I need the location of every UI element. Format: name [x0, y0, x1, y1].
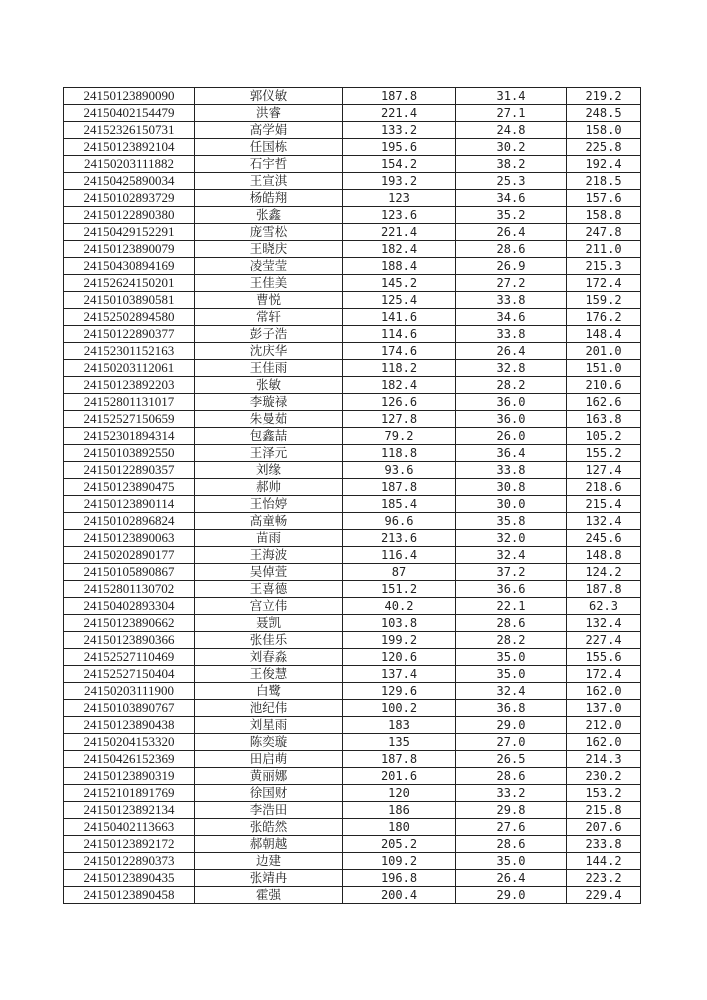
total-score-cell: 233.8: [567, 836, 641, 853]
name-cell: 刘春淼: [195, 649, 343, 666]
name-cell: 朱曼茹: [195, 411, 343, 428]
exam-id-cell: 24150123890090: [64, 88, 195, 105]
score-b-cell: 35.8: [456, 513, 567, 530]
score-b-cell: 33.8: [456, 462, 567, 479]
name-cell: 石宇哲: [195, 156, 343, 173]
name-cell: 郝朝越: [195, 836, 343, 853]
score-b-cell: 35.0: [456, 649, 567, 666]
score-b-cell: 33.8: [456, 326, 567, 343]
name-cell: 李浩田: [195, 802, 343, 819]
score-b-cell: 28.6: [456, 241, 567, 258]
exam-id-cell: 24150123892134: [64, 802, 195, 819]
score-b-cell: 30.8: [456, 479, 567, 496]
score-b-cell: 27.6: [456, 819, 567, 836]
name-cell: 王佳雨: [195, 360, 343, 377]
score-b-cell: 27.2: [456, 275, 567, 292]
name-cell: 黄丽娜: [195, 768, 343, 785]
exam-id-cell: 24150102893729: [64, 190, 195, 207]
table-row: [64, 377, 641, 394]
table-row: [64, 632, 641, 649]
score-a-cell: 129.6: [343, 683, 456, 700]
total-score-cell: 162.0: [567, 683, 641, 700]
score-b-cell: 28.2: [456, 377, 567, 394]
score-b-cell: 36.0: [456, 394, 567, 411]
exam-id-cell: 24152527110469: [64, 649, 195, 666]
exam-id-cell: 24152801131017: [64, 394, 195, 411]
score-b-cell: 36.4: [456, 445, 567, 462]
total-score-cell: 132.4: [567, 513, 641, 530]
score-b-cell: 30.2: [456, 139, 567, 156]
table-row: [64, 853, 641, 870]
score-table-body: [64, 88, 641, 904]
score-a-cell: 196.8: [343, 870, 456, 887]
score-a-cell: 186: [343, 802, 456, 819]
score-a-cell: 120.6: [343, 649, 456, 666]
exam-id-cell: 24152502894580: [64, 309, 195, 326]
total-score-cell: 172.4: [567, 666, 641, 683]
exam-id-cell: 24150103890767: [64, 700, 195, 717]
total-score-cell: 162.0: [567, 734, 641, 751]
total-score-cell: 151.0: [567, 360, 641, 377]
exam-id-cell: 24152624150201: [64, 275, 195, 292]
name-cell: 苗雨: [195, 530, 343, 547]
table-row: [64, 173, 641, 190]
table-row: [64, 190, 641, 207]
exam-id-cell: 24150203111882: [64, 156, 195, 173]
exam-id-cell: 24150123890319: [64, 768, 195, 785]
total-score-cell: 124.2: [567, 564, 641, 581]
name-cell: 田启萌: [195, 751, 343, 768]
score-a-cell: 100.2: [343, 700, 456, 717]
score-a-cell: 187.8: [343, 751, 456, 768]
name-cell: 王怡婷: [195, 496, 343, 513]
table-row: [64, 785, 641, 802]
total-score-cell: 229.4: [567, 887, 641, 904]
exam-id-cell: 24150102896824: [64, 513, 195, 530]
score-b-cell: 37.2: [456, 564, 567, 581]
name-cell: 王泽元: [195, 445, 343, 462]
score-a-cell: 174.6: [343, 343, 456, 360]
total-score-cell: 155.6: [567, 649, 641, 666]
score-b-cell: 28.6: [456, 836, 567, 853]
score-b-cell: 26.4: [456, 870, 567, 887]
score-b-cell: 30.0: [456, 496, 567, 513]
score-a-cell: 118.2: [343, 360, 456, 377]
table-row: [64, 207, 641, 224]
name-cell: 彭子浩: [195, 326, 343, 343]
name-cell: 边建: [195, 853, 343, 870]
total-score-cell: 192.4: [567, 156, 641, 173]
score-b-cell: 27.1: [456, 105, 567, 122]
score-b-cell: 26.9: [456, 258, 567, 275]
table-row: [64, 479, 641, 496]
score-a-cell: 199.2: [343, 632, 456, 649]
total-score-cell: 247.8: [567, 224, 641, 241]
table-row: [64, 802, 641, 819]
table-row: [64, 496, 641, 513]
score-a-cell: 93.6: [343, 462, 456, 479]
name-cell: 徐国财: [195, 785, 343, 802]
table-row: [64, 734, 641, 751]
total-score-cell: 210.6: [567, 377, 641, 394]
table-row: [64, 751, 641, 768]
score-a-cell: 183: [343, 717, 456, 734]
score-b-cell: 28.6: [456, 615, 567, 632]
exam-id-cell: 24150123890438: [64, 717, 195, 734]
score-a-cell: 135: [343, 734, 456, 751]
exam-id-cell: 24152527150659: [64, 411, 195, 428]
name-cell: 张佳乐: [195, 632, 343, 649]
exam-id-cell: 24150123892104: [64, 139, 195, 156]
name-cell: 高学娟: [195, 122, 343, 139]
name-cell: 刘缘: [195, 462, 343, 479]
total-score-cell: 172.4: [567, 275, 641, 292]
score-b-cell: 26.0: [456, 428, 567, 445]
name-cell: 高童畅: [195, 513, 343, 530]
table-row: [64, 530, 641, 547]
exam-id-cell: 24150425890034: [64, 173, 195, 190]
name-cell: 郝帅: [195, 479, 343, 496]
total-score-cell: 148.4: [567, 326, 641, 343]
name-cell: 白鹭: [195, 683, 343, 700]
exam-id-cell: 24152801130702: [64, 581, 195, 598]
name-cell: 王俊慧: [195, 666, 343, 683]
score-a-cell: 127.8: [343, 411, 456, 428]
score-b-cell: 32.0: [456, 530, 567, 547]
table-row: [64, 105, 641, 122]
score-a-cell: 109.2: [343, 853, 456, 870]
name-cell: 沈庆华: [195, 343, 343, 360]
table-row: [64, 394, 641, 411]
score-b-cell: 26.4: [456, 343, 567, 360]
score-a-cell: 126.6: [343, 394, 456, 411]
total-score-cell: 225.8: [567, 139, 641, 156]
exam-id-cell: 24150402154479: [64, 105, 195, 122]
score-a-cell: 213.6: [343, 530, 456, 547]
total-score-cell: 62.3: [567, 598, 641, 615]
table-row: [64, 309, 641, 326]
table-row: [64, 343, 641, 360]
table-row: [64, 836, 641, 853]
name-cell: 刘星雨: [195, 717, 343, 734]
score-a-cell: 221.4: [343, 105, 456, 122]
total-score-cell: 157.6: [567, 190, 641, 207]
table-row: [64, 156, 641, 173]
total-score-cell: 163.8: [567, 411, 641, 428]
score-a-cell: 96.6: [343, 513, 456, 530]
total-score-cell: 144.2: [567, 853, 641, 870]
exam-id-cell: 24150122890373: [64, 853, 195, 870]
score-b-cell: 29.0: [456, 887, 567, 904]
total-score-cell: 155.2: [567, 445, 641, 462]
table-row: [64, 649, 641, 666]
score-b-cell: 34.6: [456, 190, 567, 207]
table-row: [64, 768, 641, 785]
score-a-cell: 116.4: [343, 547, 456, 564]
score-b-cell: 36.8: [456, 700, 567, 717]
name-cell: 张靖冉: [195, 870, 343, 887]
name-cell: 陈奕璇: [195, 734, 343, 751]
table-row: [64, 615, 641, 632]
score-b-cell: 29.0: [456, 717, 567, 734]
name-cell: 霍强: [195, 887, 343, 904]
score-a-cell: 154.2: [343, 156, 456, 173]
total-score-cell: 187.8: [567, 581, 641, 598]
name-cell: 宫立伟: [195, 598, 343, 615]
name-cell: 池纪伟: [195, 700, 343, 717]
score-b-cell: 35.0: [456, 666, 567, 683]
table-row: [64, 411, 641, 428]
name-cell: 庞雪松: [195, 224, 343, 241]
table-row: [64, 870, 641, 887]
table-row: [64, 547, 641, 564]
name-cell: 王喜德: [195, 581, 343, 598]
exam-id-cell: 24150123890662: [64, 615, 195, 632]
score-b-cell: 24.8: [456, 122, 567, 139]
exam-id-cell: 24150426152369: [64, 751, 195, 768]
table-row: [64, 88, 641, 105]
total-score-cell: 215.8: [567, 802, 641, 819]
table-row: [64, 292, 641, 309]
score-b-cell: 33.2: [456, 785, 567, 802]
exam-id-cell: 24152301894314: [64, 428, 195, 445]
total-score-cell: 137.0: [567, 700, 641, 717]
table-row: [64, 666, 641, 683]
score-b-cell: 26.4: [456, 224, 567, 241]
total-score-cell: 148.8: [567, 547, 641, 564]
score-a-cell: 141.6: [343, 309, 456, 326]
total-score-cell: 132.4: [567, 615, 641, 632]
score-a-cell: 137.4: [343, 666, 456, 683]
total-score-cell: 158.0: [567, 122, 641, 139]
name-cell: 王海波: [195, 547, 343, 564]
score-b-cell: 28.6: [456, 768, 567, 785]
table-row: [64, 241, 641, 258]
exam-id-cell: 24150105890867: [64, 564, 195, 581]
score-b-cell: 27.0: [456, 734, 567, 751]
exam-id-cell: 24150123890114: [64, 496, 195, 513]
exam-id-cell: 24152527150404: [64, 666, 195, 683]
score-a-cell: 180: [343, 819, 456, 836]
total-score-cell: 215.4: [567, 496, 641, 513]
table-row: [64, 683, 641, 700]
score-a-cell: 114.6: [343, 326, 456, 343]
score-b-cell: 36.6: [456, 581, 567, 598]
exam-id-cell: 24150202890177: [64, 547, 195, 564]
score-b-cell: 32.4: [456, 683, 567, 700]
total-score-cell: 215.3: [567, 258, 641, 275]
score-a-cell: 118.8: [343, 445, 456, 462]
score-a-cell: 123.6: [343, 207, 456, 224]
exam-id-cell: 24150204153320: [64, 734, 195, 751]
score-b-cell: 35.2: [456, 207, 567, 224]
score-a-cell: 201.6: [343, 768, 456, 785]
exam-id-cell: 24150123890063: [64, 530, 195, 547]
table-row: [64, 139, 641, 156]
score-b-cell: 22.1: [456, 598, 567, 615]
exam-id-cell: 24150203111900: [64, 683, 195, 700]
total-score-cell: 158.8: [567, 207, 641, 224]
exam-id-cell: 24152101891769: [64, 785, 195, 802]
score-a-cell: 187.8: [343, 88, 456, 105]
score-a-cell: 145.2: [343, 275, 456, 292]
score-b-cell: 29.8: [456, 802, 567, 819]
exam-id-cell: 24150123890458: [64, 887, 195, 904]
exam-id-cell: 24150430894169: [64, 258, 195, 275]
score-b-cell: 34.6: [456, 309, 567, 326]
score-a-cell: 87: [343, 564, 456, 581]
exam-id-cell: 24150402113663: [64, 819, 195, 836]
exam-id-cell: 24150122890357: [64, 462, 195, 479]
score-b-cell: 28.2: [456, 632, 567, 649]
total-score-cell: 159.2: [567, 292, 641, 309]
exam-id-cell: 24150123890366: [64, 632, 195, 649]
table-row: [64, 445, 641, 462]
score-a-cell: 103.8: [343, 615, 456, 632]
name-cell: 王佳美: [195, 275, 343, 292]
exam-id-cell: 24150123890079: [64, 241, 195, 258]
name-cell: 张敏: [195, 377, 343, 394]
table-row: [64, 598, 641, 615]
score-a-cell: 182.4: [343, 241, 456, 258]
exam-id-cell: 24150123890475: [64, 479, 195, 496]
name-cell: 包鑫喆: [195, 428, 343, 445]
score-b-cell: 26.5: [456, 751, 567, 768]
total-score-cell: 214.3: [567, 751, 641, 768]
total-score-cell: 127.4: [567, 462, 641, 479]
name-cell: 张皓然: [195, 819, 343, 836]
score-a-cell: 205.2: [343, 836, 456, 853]
score-a-cell: 120: [343, 785, 456, 802]
table-row: [64, 887, 641, 904]
table-row: [64, 564, 641, 581]
score-a-cell: 195.6: [343, 139, 456, 156]
score-a-cell: 123: [343, 190, 456, 207]
name-cell: 李璇禄: [195, 394, 343, 411]
table-row: [64, 581, 641, 598]
score-a-cell: 200.4: [343, 887, 456, 904]
table-row: [64, 819, 641, 836]
total-score-cell: 207.6: [567, 819, 641, 836]
score-a-cell: 221.4: [343, 224, 456, 241]
name-cell: 王宣淇: [195, 173, 343, 190]
score-b-cell: 32.8: [456, 360, 567, 377]
name-cell: 洪睿: [195, 105, 343, 122]
total-score-cell: 162.6: [567, 394, 641, 411]
name-cell: 郭仪敏: [195, 88, 343, 105]
score-a-cell: 193.2: [343, 173, 456, 190]
table-row: [64, 700, 641, 717]
table-row: [64, 275, 641, 292]
name-cell: 曹悦: [195, 292, 343, 309]
score-a-cell: 151.2: [343, 581, 456, 598]
name-cell: 王晓庆: [195, 241, 343, 258]
total-score-cell: 211.0: [567, 241, 641, 258]
score-b-cell: 32.4: [456, 547, 567, 564]
score-b-cell: 35.0: [456, 853, 567, 870]
score-b-cell: 33.8: [456, 292, 567, 309]
name-cell: 任国栋: [195, 139, 343, 156]
table-row: [64, 360, 641, 377]
total-score-cell: 218.5: [567, 173, 641, 190]
table-row: [64, 717, 641, 734]
total-score-cell: 105.2: [567, 428, 641, 445]
total-score-cell: 245.6: [567, 530, 641, 547]
name-cell: 杨皓翔: [195, 190, 343, 207]
exam-id-cell: 24150203112061: [64, 360, 195, 377]
score-a-cell: 79.2: [343, 428, 456, 445]
name-cell: 张鑫: [195, 207, 343, 224]
score-a-cell: 133.2: [343, 122, 456, 139]
exam-id-cell: 24150429152291: [64, 224, 195, 241]
score-b-cell: 31.4: [456, 88, 567, 105]
score-table: [63, 87, 641, 904]
exam-id-cell: 24150123890435: [64, 870, 195, 887]
total-score-cell: 227.4: [567, 632, 641, 649]
name-cell: 聂凯: [195, 615, 343, 632]
exam-id-cell: 24150402893304: [64, 598, 195, 615]
exam-id-cell: 24152326150731: [64, 122, 195, 139]
table-row: [64, 428, 641, 445]
total-score-cell: 223.2: [567, 870, 641, 887]
total-score-cell: 230.2: [567, 768, 641, 785]
exam-id-cell: 24150122890377: [64, 326, 195, 343]
score-a-cell: 187.8: [343, 479, 456, 496]
name-cell: 凌莹莹: [195, 258, 343, 275]
exam-id-cell: 24150103892550: [64, 445, 195, 462]
total-score-cell: 212.0: [567, 717, 641, 734]
score-a-cell: 40.2: [343, 598, 456, 615]
score-a-cell: 188.4: [343, 258, 456, 275]
score-b-cell: 36.0: [456, 411, 567, 428]
total-score-cell: 201.0: [567, 343, 641, 360]
score-b-cell: 38.2: [456, 156, 567, 173]
score-a-cell: 125.4: [343, 292, 456, 309]
total-score-cell: 248.5: [567, 105, 641, 122]
name-cell: 常轩: [195, 309, 343, 326]
total-score-cell: 218.6: [567, 479, 641, 496]
name-cell: 吴倬萱: [195, 564, 343, 581]
table-row: [64, 224, 641, 241]
score-a-cell: 182.4: [343, 377, 456, 394]
exam-id-cell: 24152301152163: [64, 343, 195, 360]
score-b-cell: 25.3: [456, 173, 567, 190]
total-score-cell: 153.2: [567, 785, 641, 802]
table-row: [64, 326, 641, 343]
total-score-cell: 219.2: [567, 88, 641, 105]
exam-id-cell: 24150122890380: [64, 207, 195, 224]
exam-id-cell: 24150103890581: [64, 292, 195, 309]
table-row: [64, 462, 641, 479]
table-row: [64, 513, 641, 530]
exam-id-cell: 24150123892203: [64, 377, 195, 394]
total-score-cell: 176.2: [567, 309, 641, 326]
exam-id-cell: 24150123892172: [64, 836, 195, 853]
score-a-cell: 185.4: [343, 496, 456, 513]
table-row: [64, 122, 641, 139]
table-row: [64, 258, 641, 275]
